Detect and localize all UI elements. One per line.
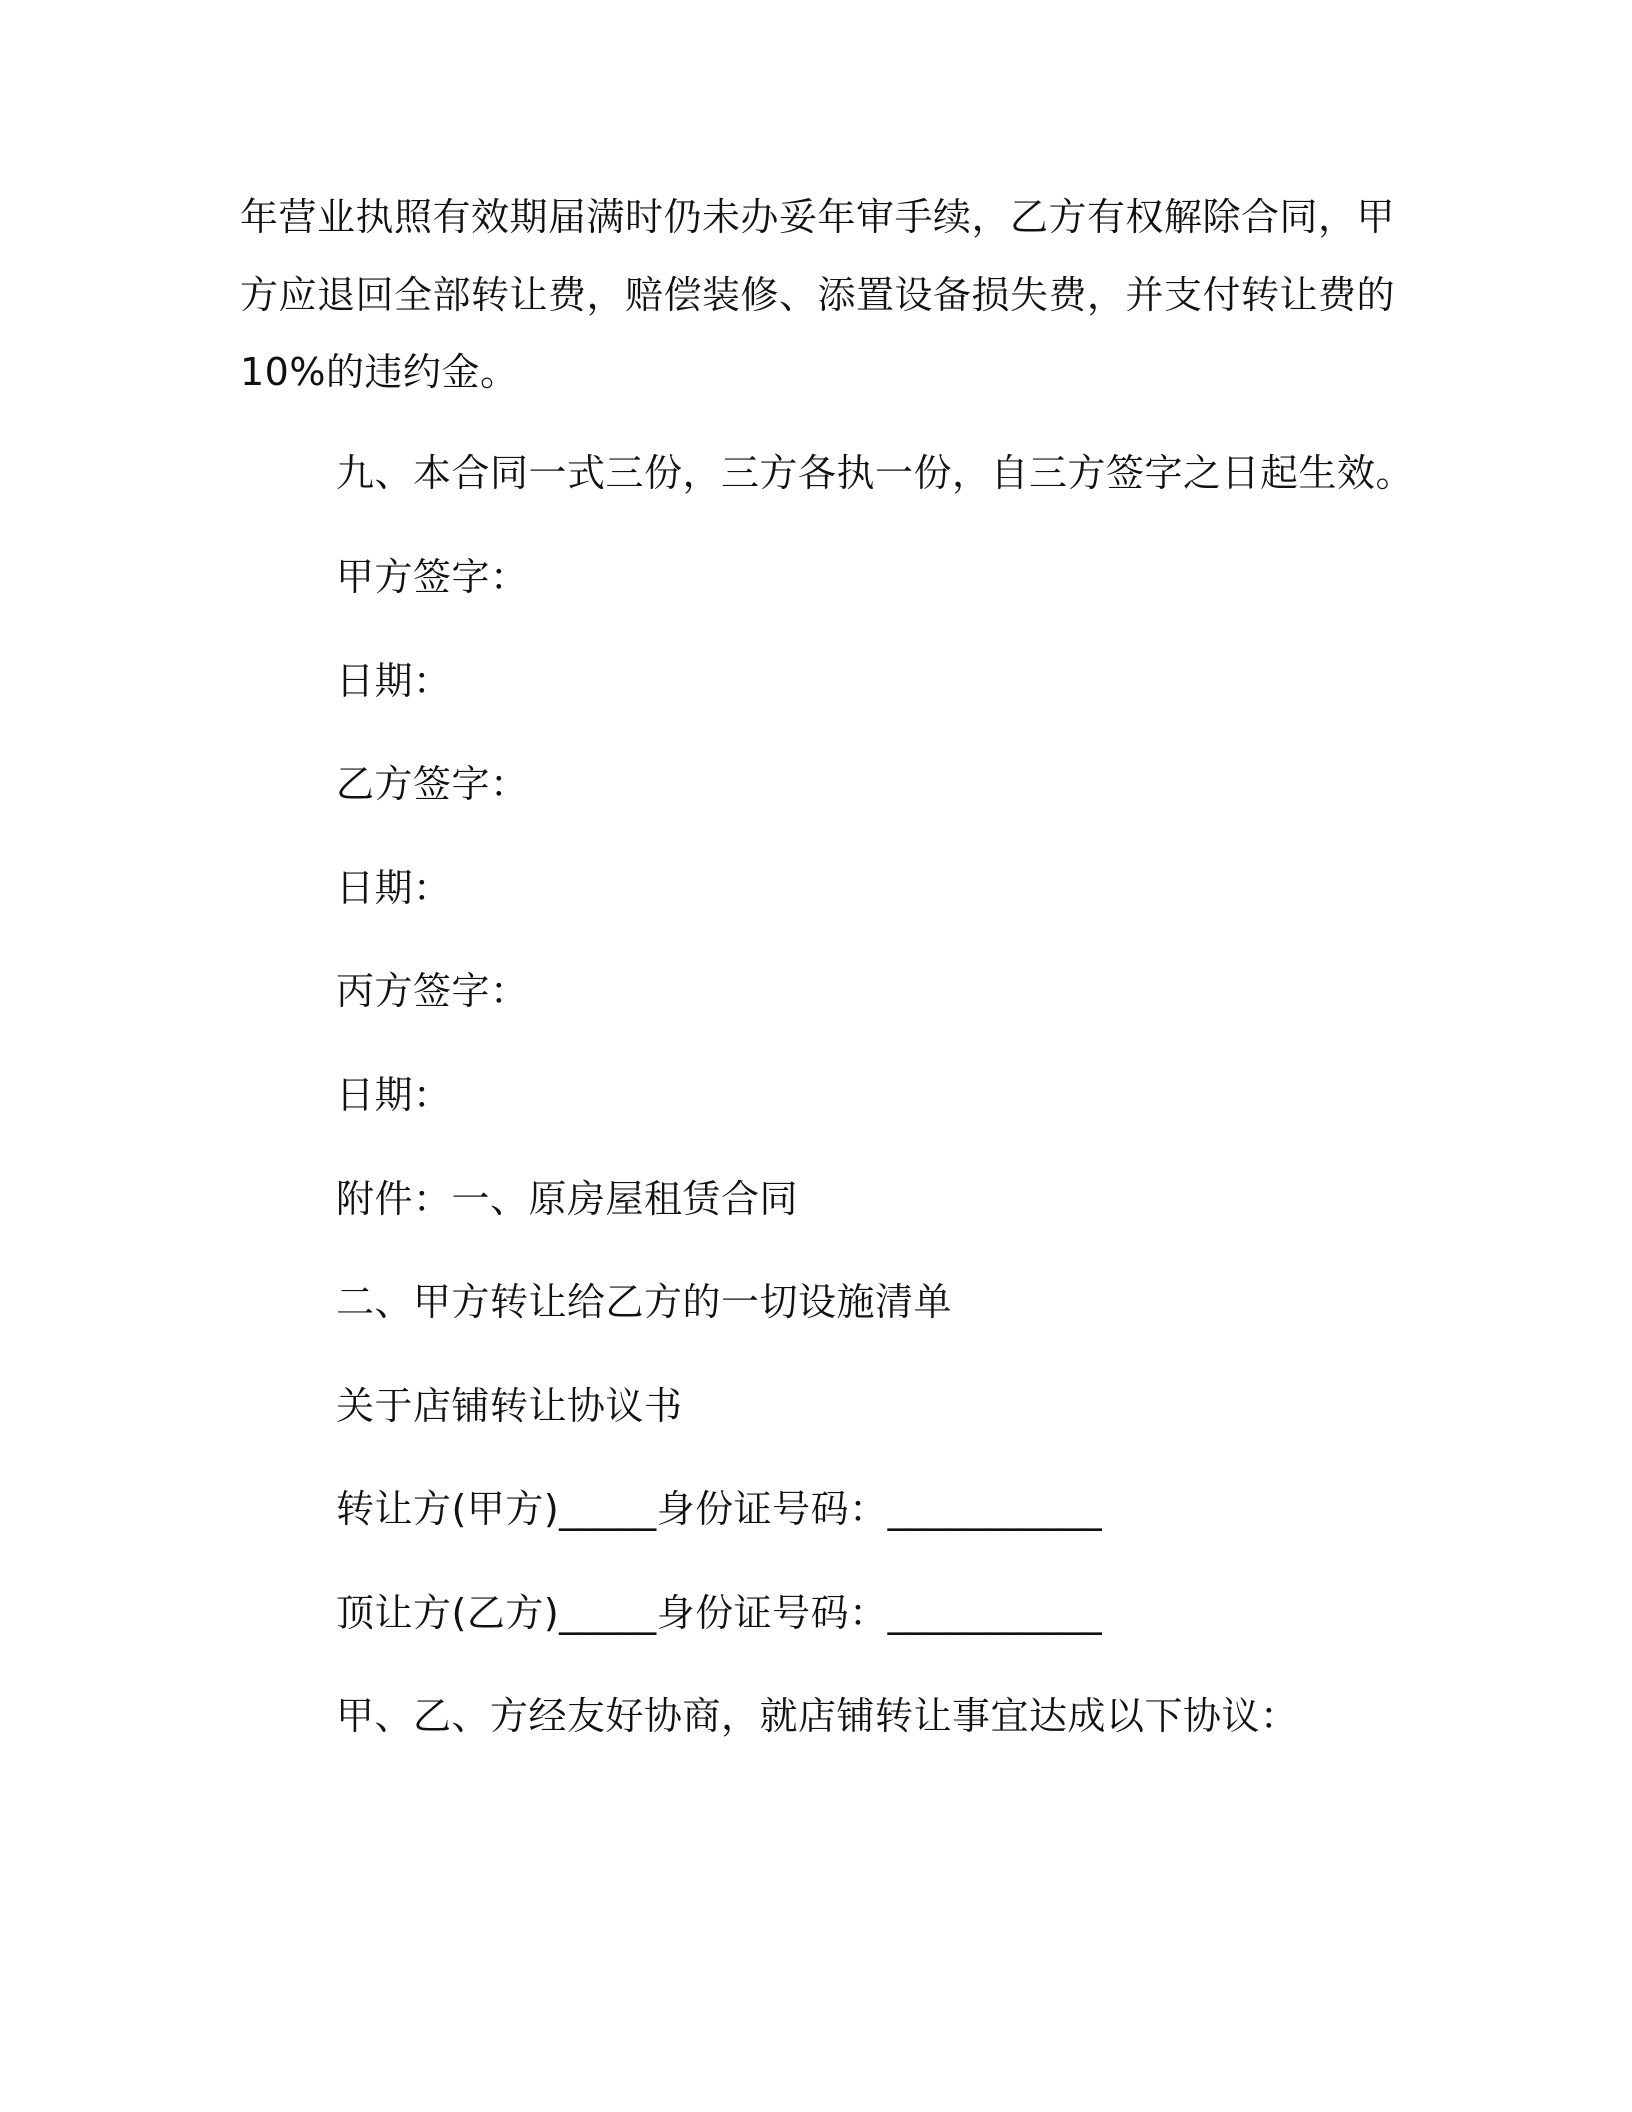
paragraph-line-2: 方应退回全部转让费，赔偿装修、添置设备损失费，并支付转让费的 [240, 273, 1396, 317]
agreement-preamble: 甲、乙、方经友好协商，就店铺转让事宜达成以下协议： [336, 1694, 1299, 1738]
transferor-line: 转让方(甲方)_____身份证号码：___________ [336, 1487, 1103, 1531]
party-b-signature-label: 乙方签字： [336, 762, 529, 806]
transferee-line: 顶让方(乙方)_____身份证号码：___________ [336, 1591, 1103, 1635]
party-c-signature-label: 丙方签字： [336, 969, 529, 1013]
attachment-item-1: 附件：一、原房屋租赁合同 [336, 1177, 799, 1221]
party-a-date-label: 日期： [336, 659, 452, 703]
party-a-signature-label: 甲方签字： [336, 555, 529, 599]
clause-9: 九、本合同一式三份，三方各执一份，自三方签字之日起生效。 [336, 451, 1415, 495]
paragraph-line-1: 年营业执照有效期届满时仍未办妥年审手续，乙方有权解除合同，甲 [240, 195, 1396, 239]
party-b-date-label: 日期： [336, 866, 452, 910]
agreement-title: 关于店铺转让协议书 [336, 1384, 683, 1428]
paragraph-line-3: 10%的违约金。 [240, 350, 519, 394]
attachment-item-2: 二、甲方转让给乙方的一切设施清单 [336, 1280, 953, 1324]
party-c-date-label: 日期： [336, 1073, 452, 1117]
